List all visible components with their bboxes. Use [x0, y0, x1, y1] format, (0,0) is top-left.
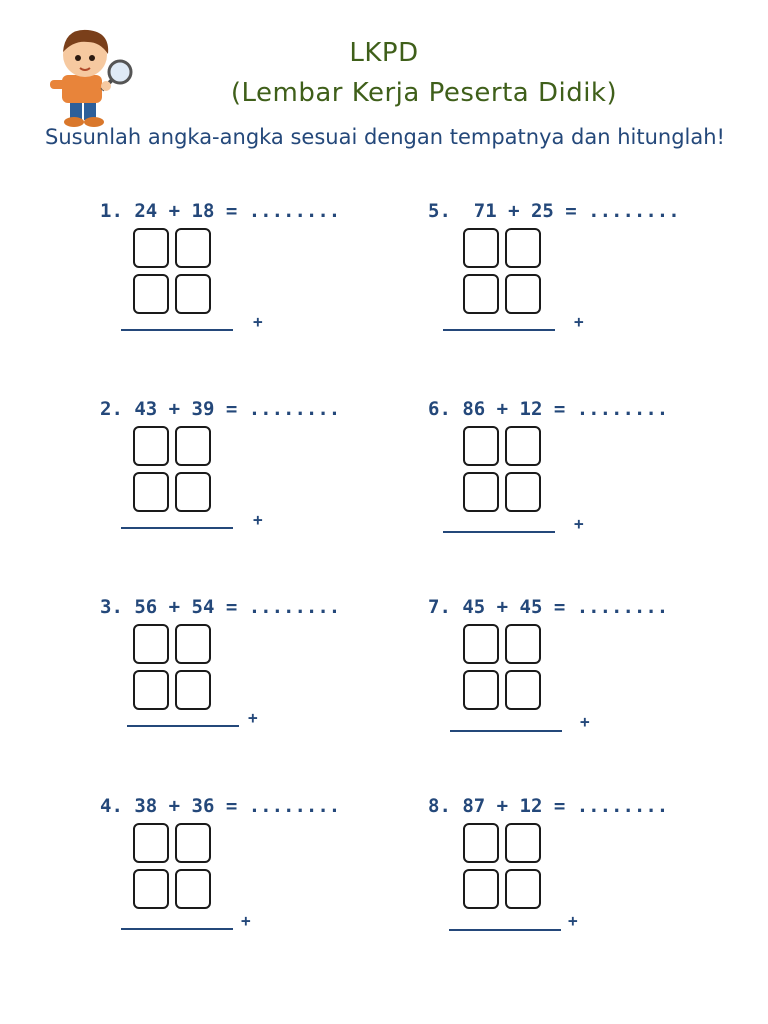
sum-line — [121, 928, 233, 930]
answer-box[interactable] — [133, 426, 169, 466]
answer-box[interactable] — [463, 624, 499, 664]
problem-4 — [100, 795, 400, 945]
answer-box[interactable] — [175, 274, 211, 314]
plus-sign: + — [568, 911, 578, 930]
answer-box[interactable] — [133, 472, 169, 512]
answer-box[interactable] — [133, 869, 169, 909]
answer-box[interactable] — [463, 472, 499, 512]
answer-grid — [463, 426, 547, 518]
sum-line — [450, 730, 562, 732]
answer-box[interactable] — [463, 228, 499, 268]
plus-sign: + — [574, 514, 584, 533]
answer-box[interactable] — [175, 869, 211, 909]
plus-sign: + — [574, 312, 584, 331]
problem-equation: 6. 86 + 12 = ........ — [428, 398, 669, 420]
answer-box[interactable] — [175, 228, 211, 268]
answer-box[interactable] — [133, 228, 169, 268]
answer-grid — [463, 624, 547, 716]
problem-1 — [100, 200, 400, 350]
problem-2 — [100, 398, 400, 548]
answer-grid — [133, 426, 217, 518]
problem-equation: 4. 38 + 36 = ........ — [100, 795, 341, 817]
sum-line — [443, 329, 555, 331]
problem-equation: 1. 24 + 18 = ........ — [100, 200, 341, 222]
plus-sign: + — [580, 712, 590, 731]
answer-grid — [133, 228, 217, 320]
answer-box[interactable] — [505, 670, 541, 710]
problem-8 — [428, 795, 728, 945]
answer-box[interactable] — [505, 426, 541, 466]
problem-equation: 3. 56 + 54 = ........ — [100, 596, 341, 618]
answer-box[interactable] — [133, 670, 169, 710]
plus-sign: + — [248, 708, 258, 727]
answer-box[interactable] — [175, 426, 211, 466]
problem-3 — [100, 596, 400, 746]
answer-box[interactable] — [463, 274, 499, 314]
answer-box[interactable] — [463, 869, 499, 909]
problem-7 — [428, 596, 728, 746]
answer-box[interactable] — [175, 823, 211, 863]
sum-line — [121, 527, 233, 529]
answer-grid — [463, 228, 547, 320]
sum-line — [443, 531, 555, 533]
answer-grid — [133, 823, 217, 915]
answer-box[interactable] — [505, 624, 541, 664]
answer-box[interactable] — [505, 472, 541, 512]
sum-line — [121, 329, 233, 331]
answer-box[interactable] — [505, 869, 541, 909]
page-subtitle: (Lembar Kerja Peserta Didik) — [230, 78, 618, 108]
instruction-text: Susunlah angka-angka sesuai dengan tempatnya dan hitunglah! — [45, 125, 725, 149]
plus-sign: + — [253, 510, 263, 529]
answer-box[interactable] — [463, 426, 499, 466]
child-with-magnifying-glass-icon — [40, 20, 140, 130]
sum-line — [127, 725, 239, 727]
problem-equation: 2. 43 + 39 = ........ — [100, 398, 341, 420]
problem-5 — [428, 200, 728, 350]
answer-box[interactable] — [133, 624, 169, 664]
plus-sign: + — [241, 911, 251, 930]
answer-grid — [133, 624, 217, 716]
answer-box[interactable] — [175, 472, 211, 512]
problem-equation: 8. 87 + 12 = ........ — [428, 795, 669, 817]
answer-grid — [463, 823, 547, 915]
answer-box[interactable] — [505, 228, 541, 268]
answer-box[interactable] — [175, 624, 211, 664]
problem-equation: 5. 71 + 25 = ........ — [428, 200, 680, 222]
plus-sign: + — [253, 312, 263, 331]
problem-equation: 7. 45 + 45 = ........ — [428, 596, 669, 618]
page-title: LKPD — [349, 38, 419, 68]
sum-line — [449, 929, 561, 931]
problem-6 — [428, 398, 728, 548]
answer-box[interactable] — [133, 274, 169, 314]
answer-box[interactable] — [505, 274, 541, 314]
answer-box[interactable] — [505, 823, 541, 863]
answer-box[interactable] — [133, 823, 169, 863]
answer-box[interactable] — [463, 823, 499, 863]
answer-box[interactable] — [175, 670, 211, 710]
answer-box[interactable] — [463, 670, 499, 710]
